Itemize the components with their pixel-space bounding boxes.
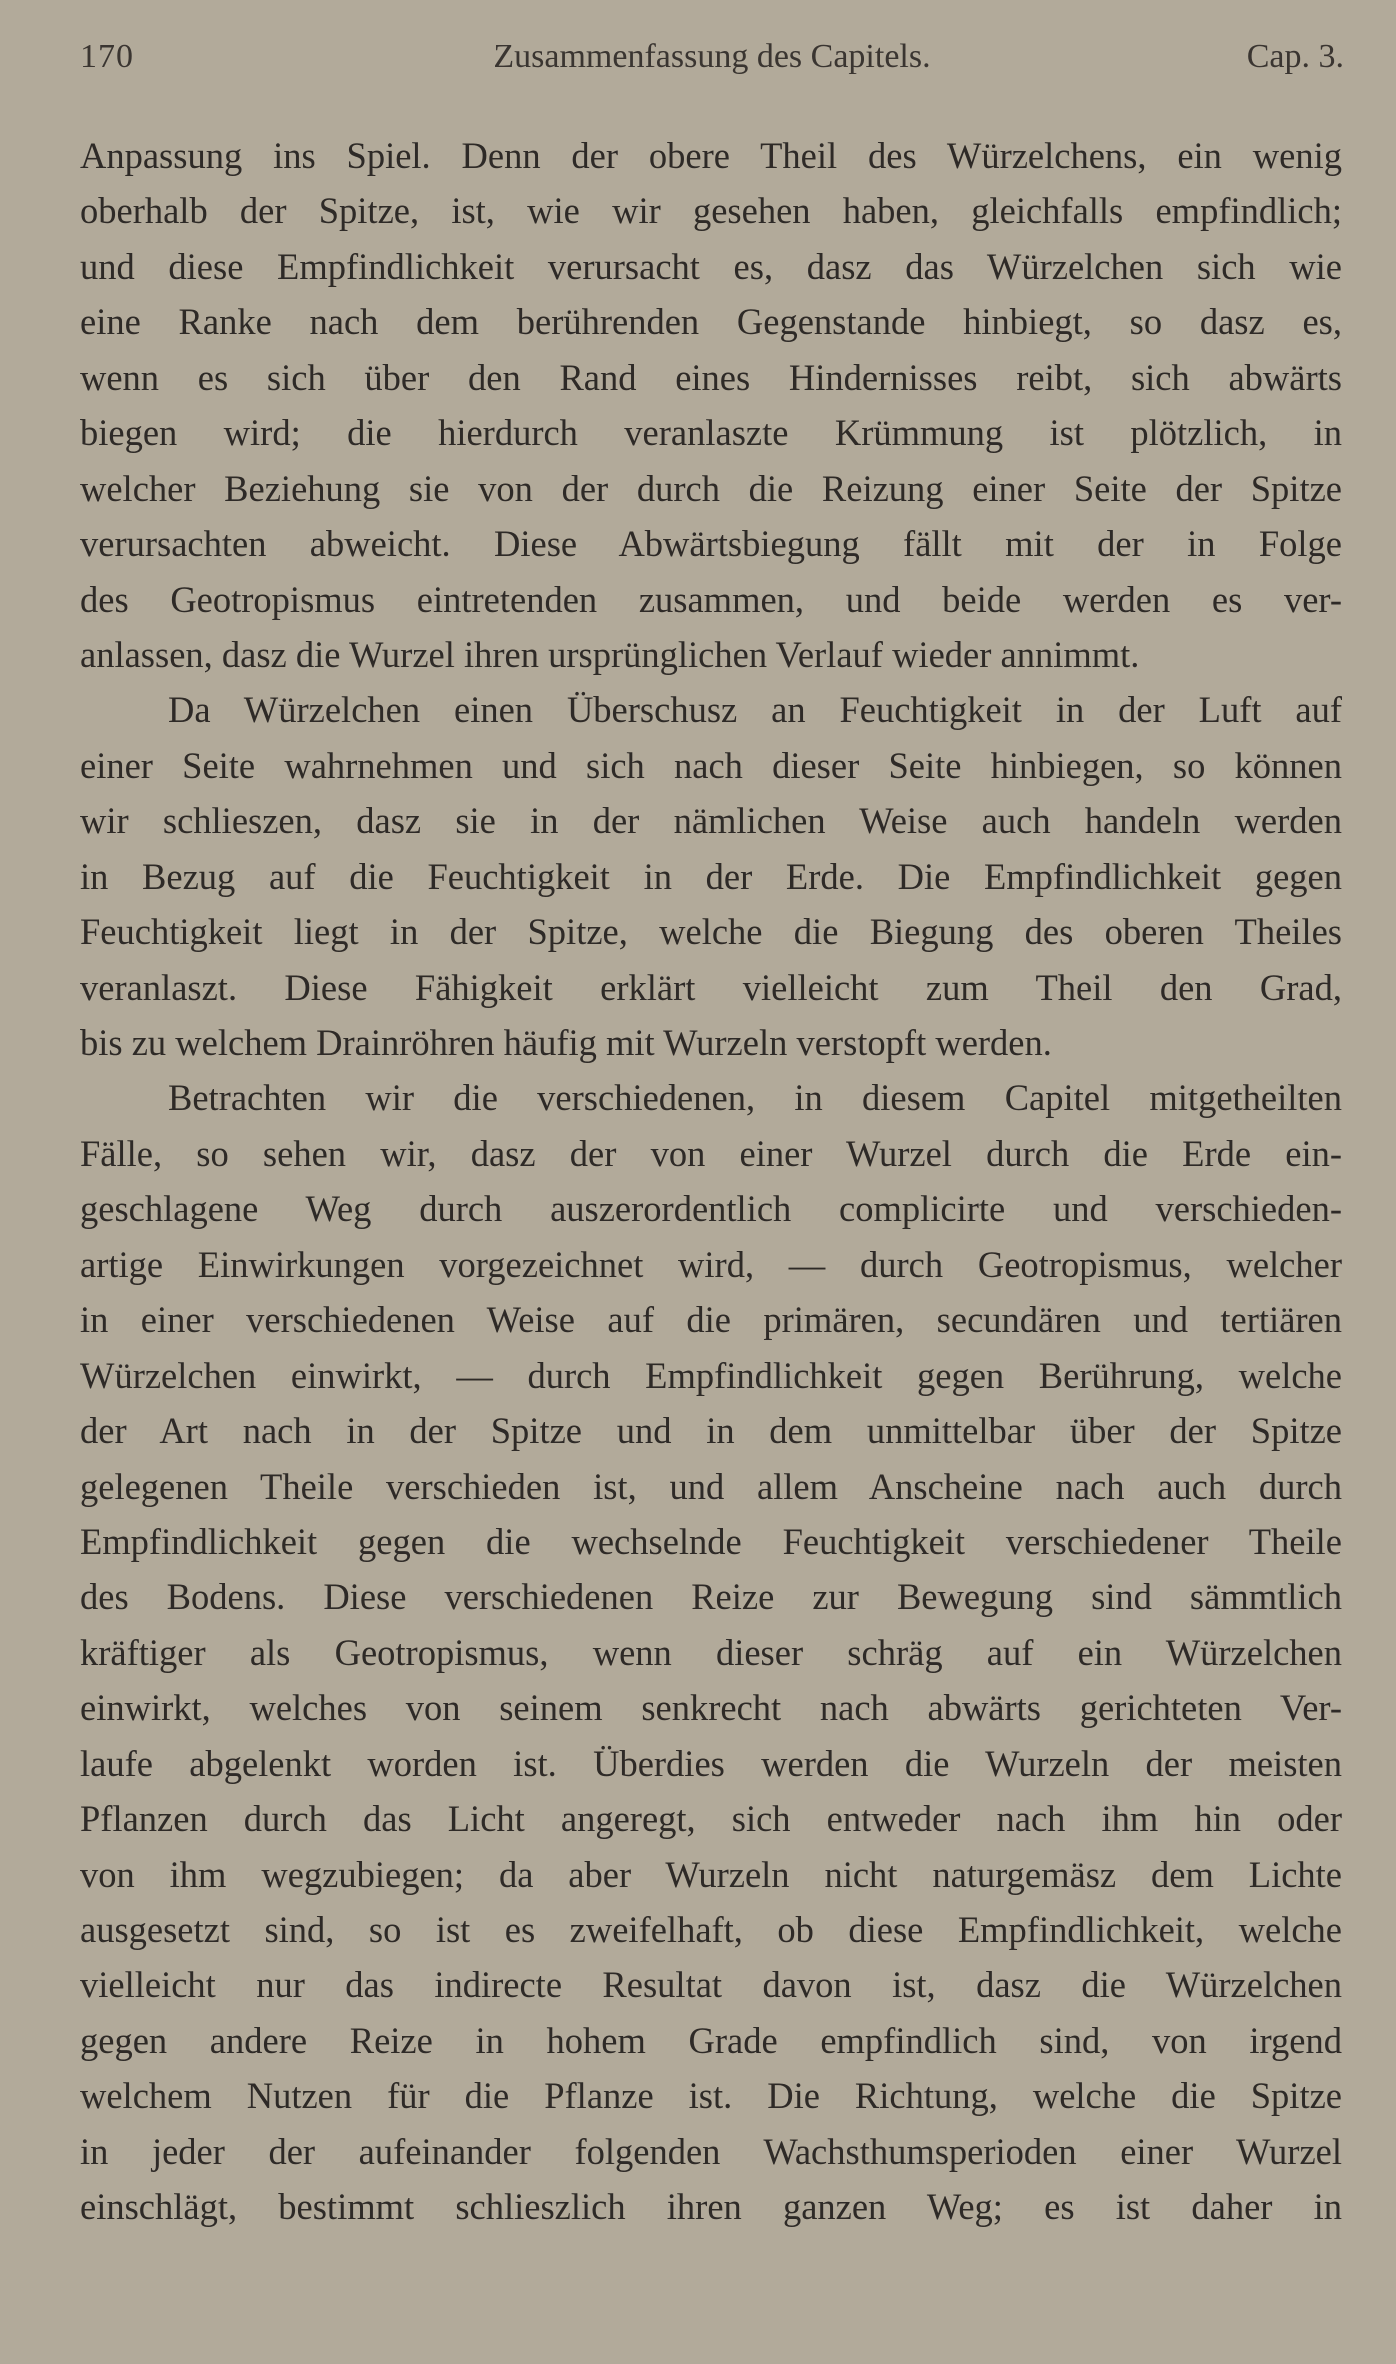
- text-line: oberhalb der Spitze, ist, wie wir gesehen haben, gleichfalls empfindlich;: [80, 190, 1342, 232]
- text-line: von ihm wegzubiegen; da aber Wurzeln nicht naturgemäsz dem Lichte: [80, 1853, 1342, 1895]
- text-line: gegen andere Reize in hohem Grade empfindlich sind, von irgend: [80, 2019, 1342, 2061]
- text-line: wenn es sich über den Rand eines Hindernisses reibt, sich abwärts: [80, 356, 1342, 398]
- text-line: ausgesetzt sind, so ist es zweifelhaft, ob diese Empfindlichkeit, welche: [80, 1909, 1342, 1950]
- text-line: welchem Nutzen für die Pflanze ist. Die Richtung, welche die Spitze: [80, 2075, 1342, 2117]
- text-line: Empfindlichkeit gegen die wechselnde Feuchtigkeit verschiedener Theile: [80, 1520, 1342, 1562]
- text-line: laufe abgelenkt worden ist. Überdies werden die Wurzeln der meisten: [80, 1742, 1342, 1784]
- text-line: artige Einwirkungen vorgezeichnet wird, — durch Geotropismus, welcher: [80, 1243, 1342, 1285]
- body-text: [80, 128, 1342, 2235]
- text-line: Fälle, so sehen wir, dasz der von einer Wurzel durch die Erde ein-: [80, 1132, 1342, 1174]
- text-line: einer Seite wahrnehmen und sich nach dieser Seite hinbiegen, so können: [80, 744, 1342, 786]
- text-line: in Bezug auf die Feuchtigkeit in der Erde. Die Empfindlichkeit gegen: [80, 855, 1342, 897]
- text-line: verursachten abweicht. Diese Abwärtsbiegung fällt mit der in Folge: [80, 523, 1342, 565]
- text-line: welcher Beziehung sie von der durch die Reizung einer Seite der Spitze: [80, 467, 1342, 509]
- text-line: gelegenen Theile verschieden ist, und allem Anscheine nach auch durch: [80, 1465, 1342, 1507]
- running-title: Zusammenfassung des Capitels.: [493, 38, 931, 75]
- page-number: 170: [80, 38, 134, 75]
- text-line: Pflanzen durch das Licht angeregt, sich entweder nach ihm hin oder: [80, 1798, 1342, 1840]
- text-line: biegen wird; die hierdurch veranlaszte Krümmung ist plötzlich, in: [80, 412, 1342, 454]
- text-line: Feuchtigkeit liegt in der Spitze, welche die Biegung des oberen Theiles: [80, 911, 1342, 953]
- text-line: wir schlieszen, dasz sie in der nämlichen Weise auch handeln werden: [80, 800, 1342, 842]
- text-line: der Art nach in der Spitze und in dem unmittelbar über der Spitze: [80, 1410, 1342, 1452]
- text-line: einwirkt, welches von seinem senkrecht nach abwärts gerichteten Ver-: [80, 1687, 1342, 1729]
- paragraph-start-line: Betrachten wir die verschiedenen, in diesem Capitel mitgetheilten: [168, 1077, 1342, 1119]
- text-line: eine Ranke nach dem berührenden Gegenstande hinbiegt, so dasz es,: [80, 301, 1342, 343]
- running-head: [80, 38, 1344, 88]
- text-line: in jeder der aufeinander folgenden Wachsthumsperioden einer Wurzel: [80, 2130, 1342, 2172]
- paragraph-start-line: Da Würzelchen einen Überschusz an Feuchtigkeit in der Luft auf: [168, 689, 1342, 731]
- text-line: vielleicht nur das indirecte Resultat davon ist, dasz die Würzelchen: [80, 1964, 1342, 2006]
- text-line: des Geotropismus eintretenden zusammen, und beide werden es ver-: [80, 578, 1342, 620]
- text-line: bis zu welchem Drainröhren häufig mit Wurzeln verstopft werden.: [80, 1022, 1052, 1063]
- text-line: einschlägt, bestimmt schlieszlich ihren ganzen Weg; es ist daher in: [80, 2186, 1342, 2228]
- text-line: veranlaszt. Diese Fähigkeit erklärt vielleicht zum Theil den Grad,: [80, 966, 1342, 1008]
- text-line: Anpassung ins Spiel. Denn der obere Theil des Würzelchens, ein wenig: [80, 135, 1342, 176]
- text-line: kräftiger als Geotropismus, wenn dieser schräg auf ein Würzelchen: [80, 1631, 1342, 1673]
- text-line: in einer verschiedenen Weise auf die primären, secundären und tertiären: [80, 1299, 1342, 1341]
- text-line: Würzelchen einwirkt, — durch Empfindlichkeit gegen Berührung, welche: [80, 1354, 1342, 1396]
- chapter-reference: Cap. 3.: [1246, 38, 1344, 75]
- text-line: des Bodens. Diese verschiedenen Reize zur Bewegung sind sämmtlich: [80, 1576, 1342, 1618]
- text-line: anlassen, dasz die Wurzel ihren ursprünglichen Verlauf wieder annimmt.: [80, 633, 1140, 675]
- text-line: geschlagene Weg durch auszerordentlich complicirte und verschieden-: [80, 1188, 1342, 1230]
- text-line: und diese Empfindlichkeit verursacht es, dasz das Würzelchen sich wie: [80, 245, 1342, 287]
